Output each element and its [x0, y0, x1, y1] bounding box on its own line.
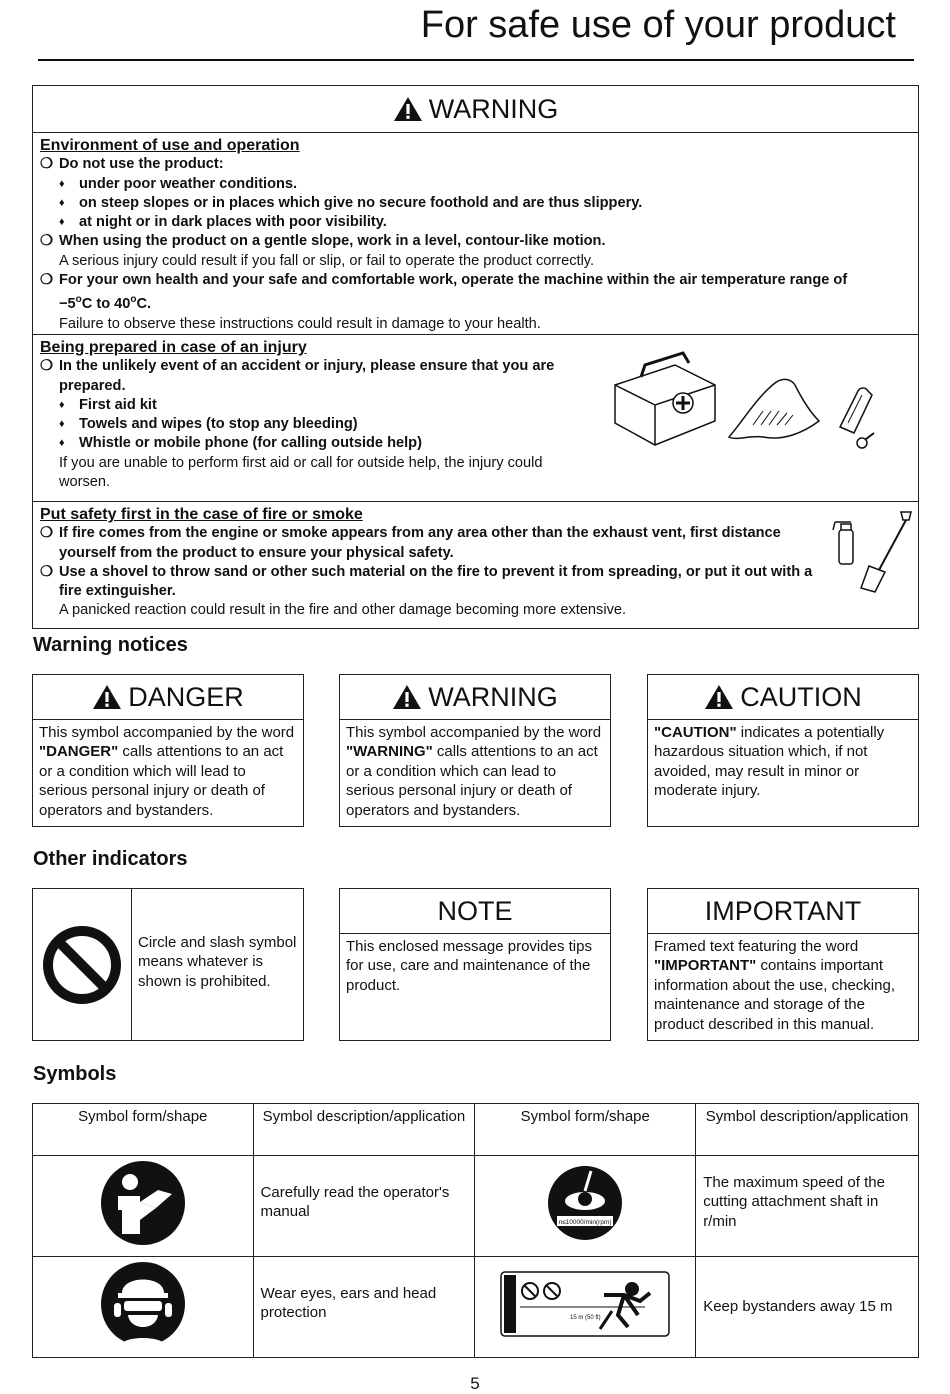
bullet-circle-icon: ❍ [40, 525, 54, 542]
sub-item: ♦ Whistle or mobile phone (for calling outside help) [40, 434, 595, 453]
caution-notice-header [648, 675, 918, 720]
section-title-environment: Environment of use and operation [40, 137, 300, 154]
warning-triangle-icon [704, 684, 734, 710]
table-header-row [33, 1104, 919, 1156]
column-header: Symbol form/shape [33, 1104, 254, 1156]
diamond-bullet-icon: ♦ [59, 437, 65, 450]
sub-item: ♦ under poor weather conditions. [40, 175, 911, 194]
column-header: Symbol form/shape [475, 1104, 696, 1156]
note-indicator [339, 888, 611, 1041]
danger-notice-header [33, 675, 303, 720]
prohibited-icon [42, 925, 122, 1005]
first-aid-kit-icon [611, 351, 719, 451]
protective-gear-icon [100, 1261, 186, 1347]
bullet-circle-icon: ❍ [40, 358, 54, 375]
warning-triangle-icon [392, 684, 422, 710]
bullet-circle-icon: ❍ [40, 156, 54, 173]
danger-notice [32, 674, 304, 827]
prohibited-indicator [32, 888, 304, 1041]
list-item: ❍ If fire comes from the engine or smoke appears from any area other than the exhaust vent, first distance yourself from the product to ensure your physical safety. [40, 525, 781, 561]
warning-box-header [33, 86, 918, 133]
symbol-description: Wear eyes, ears and head protection [253, 1257, 475, 1358]
list-item: ❍ In the unlikely event of an accident or injury, please ensure that you are prepared. [40, 358, 555, 394]
towel-icon [723, 375, 823, 447]
diamond-bullet-icon: ♦ [59, 196, 65, 209]
bullet-circle-icon: ❍ [40, 233, 54, 250]
symbols-table [32, 1103, 919, 1358]
important-indicator [647, 888, 919, 1041]
note-label: NOTE [340, 889, 610, 934]
caution-label: CAUTION [740, 681, 862, 712]
warning-notices-heading: Warning notices [33, 634, 188, 656]
warning-triangle-icon [92, 684, 122, 710]
caution-notice [647, 674, 919, 827]
warning-triangle-icon [393, 96, 423, 122]
symbol-cell [475, 1257, 696, 1358]
list-item: ❍ For your own health and your safe and comfortable work, operate the machine within the air temperature range of $-5^oC$ to 40$^o$C. [40, 272, 848, 313]
sub-item: ♦ at night or in dark places with poor visibility. [40, 213, 911, 232]
diamond-bullet-icon: ♦ [59, 177, 65, 190]
title-divider [38, 59, 914, 61]
symbols-heading: Symbols [33, 1063, 117, 1085]
table-row [33, 1156, 919, 1257]
diamond-bullet-icon: ♦ [59, 398, 65, 411]
note-description: This enclosed message provides tips for use, care and maintenance of the product. [346, 938, 592, 994]
note-text: Failure to observe these instructions could result in damage to your health. [59, 315, 541, 332]
important-label: IMPORTANT [648, 889, 918, 934]
danger-description: This symbol accompanied by the word "DANGER" calls attentions to an act or a condition which will lead to serious personal injury or death of operators and bystanders. [39, 724, 295, 819]
page-number: 5 [470, 1374, 480, 1393]
warning-notice-header [340, 675, 610, 720]
shovel-icon [855, 508, 917, 596]
section-environment [33, 133, 918, 335]
warning-description: This symbol accompanied by the word "WARNING" calls attentions to an act or a condition which can lead to serious personal injury or death of operators and bystanders. [346, 724, 602, 819]
symbol-cell [33, 1257, 254, 1358]
note-text: A serious injury could result if you fall or slip, or fail to operate the product correctly. [59, 252, 595, 269]
list-item: ❍ Use a shovel to throw sand or other such material on the fire to prevent it from spreading, or put it out with a fire extinguisher. [40, 563, 813, 600]
section-title-fire: Put safety first in the case of fire or smoke [40, 506, 363, 523]
list-item: ❍ Do not use the product: [40, 155, 911, 174]
column-header: Symbol description/application [696, 1104, 919, 1156]
warning-box-heading: WARNING [428, 93, 559, 124]
read-manual-icon [100, 1160, 186, 1246]
mobile-phone-icon [828, 383, 878, 453]
symbol-description: Keep bystanders away 15 m [696, 1257, 919, 1358]
section-title-injury: Being prepared in case of an injury [40, 339, 307, 356]
bullet-circle-icon: ❍ [40, 563, 54, 580]
caution-description: "CAUTION" indicates a potentially hazardous situation which, if not avoided, may result in minor or moderate injury. [654, 724, 885, 800]
column-header: Symbol description/application [253, 1104, 475, 1156]
other-indicators-heading: Other indicators [33, 848, 188, 870]
warning-notice [339, 674, 611, 827]
max-speed-icon [547, 1165, 623, 1241]
section-fire [33, 502, 918, 630]
symbol-cell [33, 1156, 254, 1257]
note-text: A panicked reaction could result in the fire and other damage becoming more extensive. [59, 602, 627, 619]
prohibited-description: Circle and slash symbol means whatever is shown is prohibited. [138, 934, 297, 990]
symbol-description: The maximum speed of the cutting attachment shaft in r/min [696, 1156, 919, 1257]
list-item: ❍ When using the product on a gentle slope, work in a level, contour-like motion. [40, 232, 911, 251]
section-injury [33, 335, 918, 502]
warning-label: WARNING [428, 681, 558, 712]
symbol-cell [475, 1156, 696, 1257]
table-row [33, 1257, 919, 1358]
bullet-circle-icon: ❍ [40, 272, 54, 289]
sub-item: ♦ First aid kit [40, 396, 595, 415]
diamond-bullet-icon: ♦ [59, 216, 65, 229]
important-description: Framed text featuring the word "IMPORTANT" contains important information about the use, checking, maintenance and storage of the product described in this manual. [654, 938, 895, 1033]
note-text: If you are unable to perform first aid or call for outside help, the injury could worsen. [59, 454, 543, 491]
keep-bystanders-away-icon [500, 1271, 670, 1337]
warning-box [32, 85, 919, 629]
symbol-description: Carefully read the operator's manual [253, 1156, 475, 1257]
svg-text:n≤10000/min(rpm): n≤10000/min(rpm) [558, 1219, 612, 1227]
diamond-bullet-icon: ♦ [59, 418, 65, 431]
danger-label: DANGER [128, 681, 244, 712]
sub-item: ♦ on steep slopes or in places which give no secure foothold and are thus slippery. [40, 194, 911, 213]
svg-text:15 m (50 ft): 15 m (50 ft) [570, 1315, 601, 1322]
sub-item: ♦ Towels and wipes (to stop any bleeding) [40, 415, 595, 434]
page-title: For safe use of your product [420, 4, 896, 46]
